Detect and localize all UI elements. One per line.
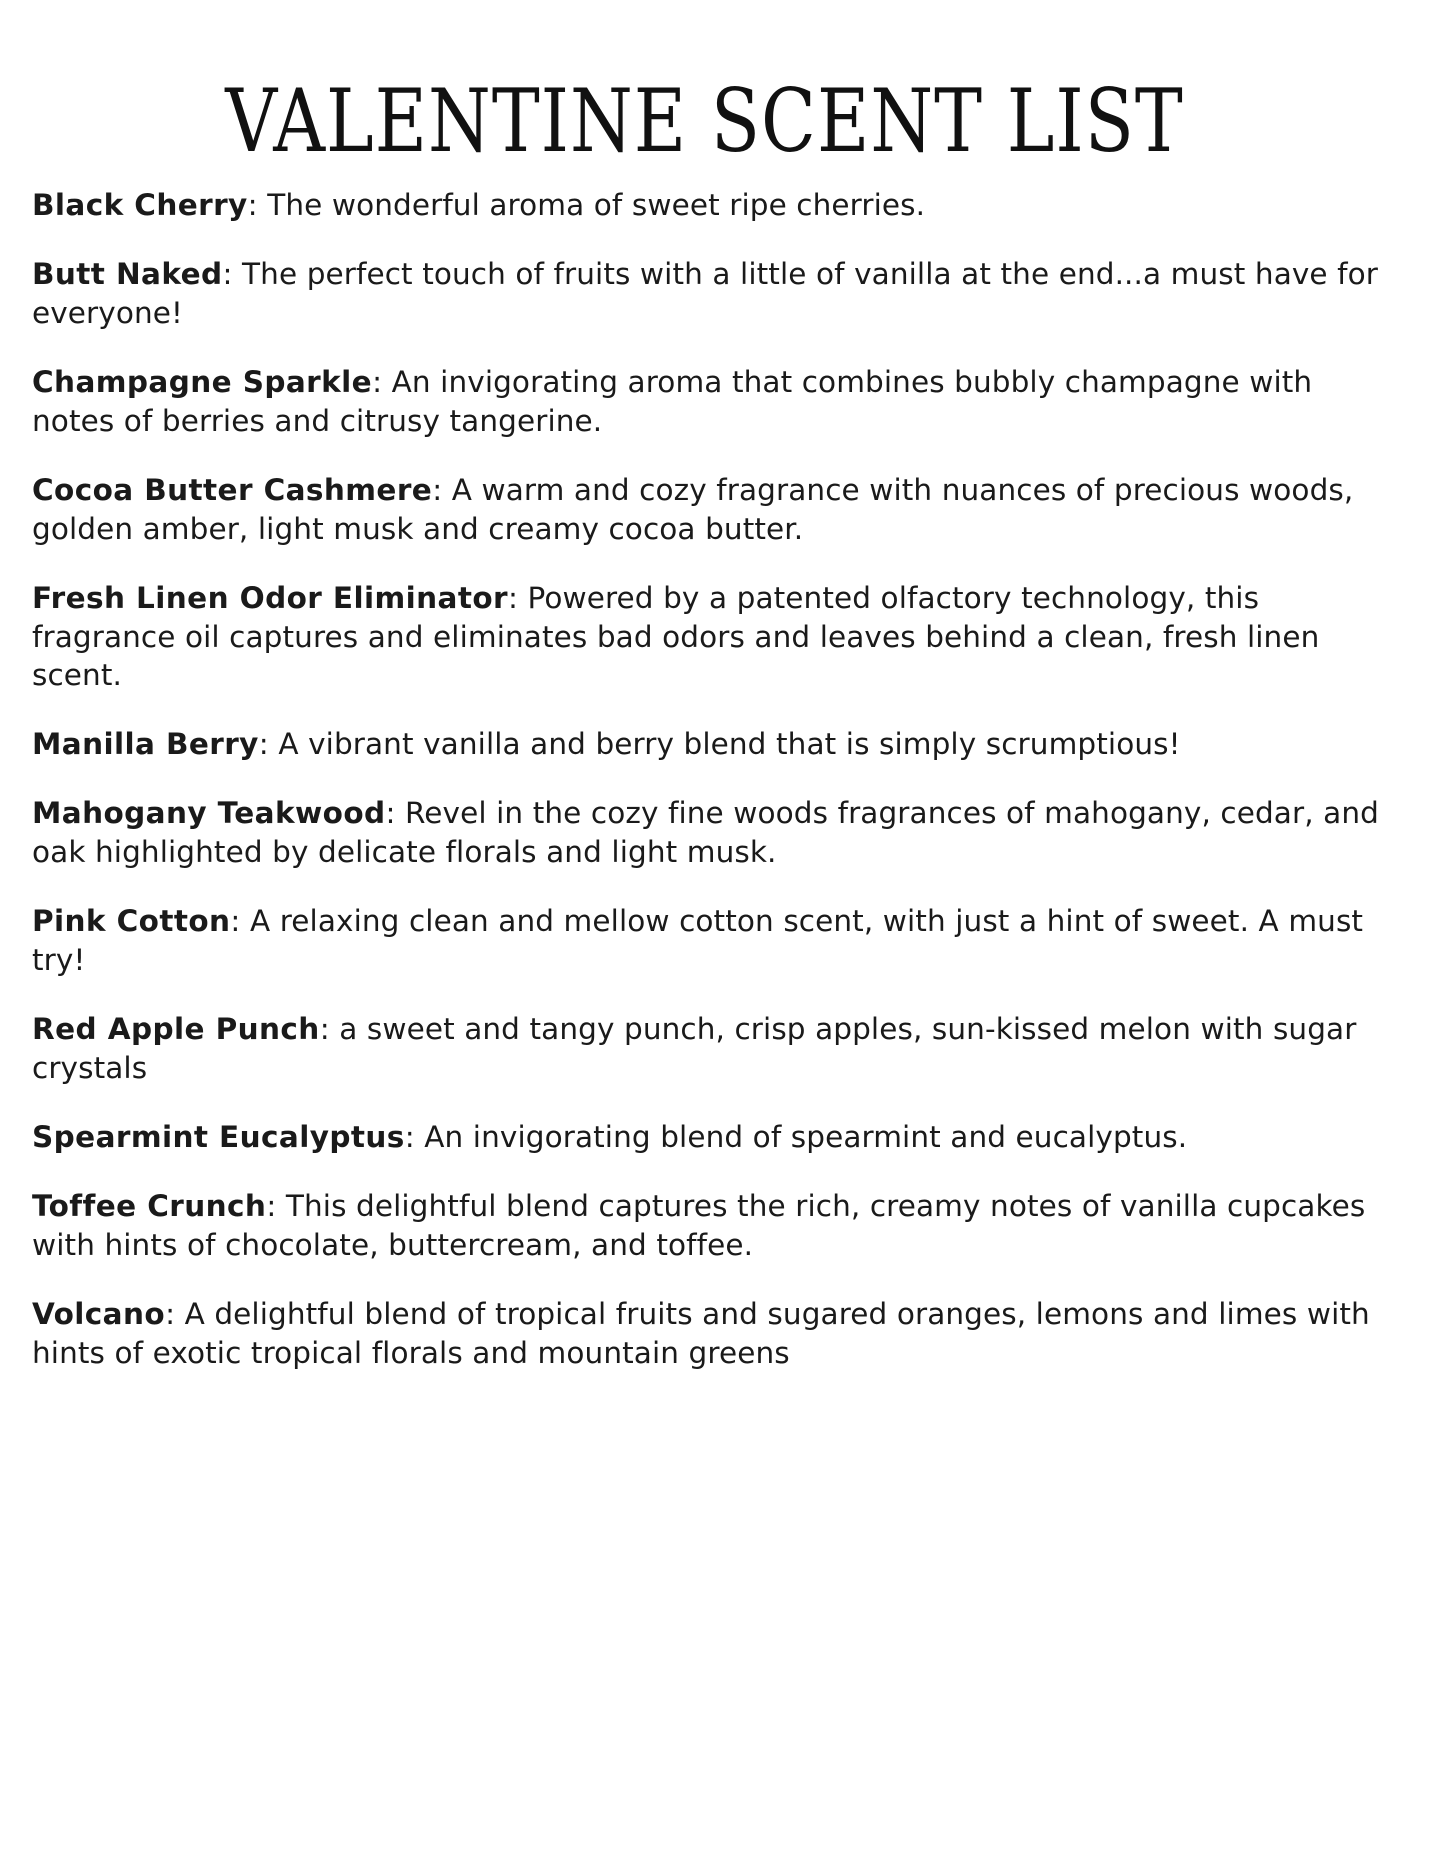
scent-description: Revel in the cozy fine woods fragrances of mahogany, cedar, and oak highlighted by delicate florals and light musk. bbox=[32, 796, 1379, 870]
scent-description: An invigorating aroma that combines bubbly champagne with notes of berries and citrusy tangerine. bbox=[32, 364, 1313, 438]
list-item bbox=[32, 725, 1385, 764]
scent-description: a sweet and tangy punch, crisp apples, sun-kissed melon with sugar crystals bbox=[32, 1012, 1357, 1085]
list-item bbox=[32, 471, 1385, 549]
scent-name: Champagne Sparkle bbox=[32, 364, 373, 399]
scent-list bbox=[24, 186, 1385, 1373]
scent-name: Pink Cotton bbox=[32, 904, 231, 939]
scent-name: Black Cherry bbox=[32, 188, 248, 222]
list-item bbox=[32, 255, 1385, 333]
scent-separator: : bbox=[385, 796, 406, 831]
scent-description: A delightful blend of tropical fruits and sugared oranges, lemons and limes with hints of exotic tropical florals and mountain greens bbox=[32, 1296, 1370, 1370]
list-item bbox=[32, 1295, 1385, 1373]
scent-separator: : bbox=[222, 256, 243, 291]
list-item bbox=[32, 902, 1385, 980]
scent-name: Butt Naked bbox=[32, 256, 223, 291]
scent-name: Toffee Crunch bbox=[32, 1188, 267, 1223]
scent-separator: : bbox=[432, 472, 452, 507]
scent-separator: : bbox=[247, 188, 268, 222]
scent-separator: : bbox=[319, 1012, 340, 1047]
scent-name: Volcano bbox=[32, 1296, 166, 1331]
scent-name: Fresh Linen Odor Eliminator bbox=[32, 580, 508, 615]
scent-separator: : bbox=[165, 1296, 185, 1331]
scent-separator: : bbox=[404, 1119, 425, 1154]
list-item bbox=[32, 1118, 1385, 1157]
scent-description: This delightful blend captures the rich, creamy notes of vanilla cupcakes with hints of chocolate, buttercream, and toffee. bbox=[32, 1188, 1366, 1262]
scent-description: The perfect touch of fruits with a little of vanilla at the end...a must have for everyone! bbox=[32, 256, 1379, 330]
page-title: VALENTINE SCENT LIST bbox=[225, 70, 1184, 173]
scent-name: Red Apple Punch bbox=[32, 1012, 320, 1047]
scent-separator: : bbox=[230, 904, 250, 939]
scent-name: Cocoa Butter Cashmere bbox=[32, 472, 433, 507]
scent-separator: : bbox=[507, 580, 528, 615]
scent-name: Spearmint Eucalyptus bbox=[32, 1119, 405, 1154]
scent-name: Manilla Berry bbox=[32, 727, 259, 762]
list-item bbox=[32, 1010, 1385, 1088]
list-item bbox=[32, 186, 1385, 225]
scent-description: The wonderful aroma of sweet ripe cherries. bbox=[267, 188, 926, 222]
list-item bbox=[32, 794, 1385, 872]
list-item bbox=[32, 363, 1385, 441]
scent-separator: : bbox=[372, 364, 392, 399]
scent-separator: : bbox=[258, 727, 279, 762]
scent-description: A warm and cozy fragrance with nuances of precious woods, golden amber, light musk and creamy cocoa butter. bbox=[32, 472, 1354, 546]
scent-description: Powered by a patented olfactory technology, this fragrance oil captures and eliminates bad odors and leaves behind a clean, fresh linen scent. bbox=[32, 580, 1320, 693]
scent-description: An invigorating blend of spearmint and eucalyptus. bbox=[424, 1119, 1188, 1154]
list-item bbox=[32, 579, 1385, 696]
scent-separator: : bbox=[266, 1188, 286, 1223]
list-item bbox=[32, 1187, 1385, 1265]
scent-description: A vibrant vanilla and berry blend that is simply scrumptious! bbox=[278, 727, 1181, 762]
scent-name: Mahogany Teakwood bbox=[32, 796, 386, 831]
scent-description: A relaxing clean and mellow cotton scent, with just a hint of sweet. A must try! bbox=[32, 904, 1364, 978]
